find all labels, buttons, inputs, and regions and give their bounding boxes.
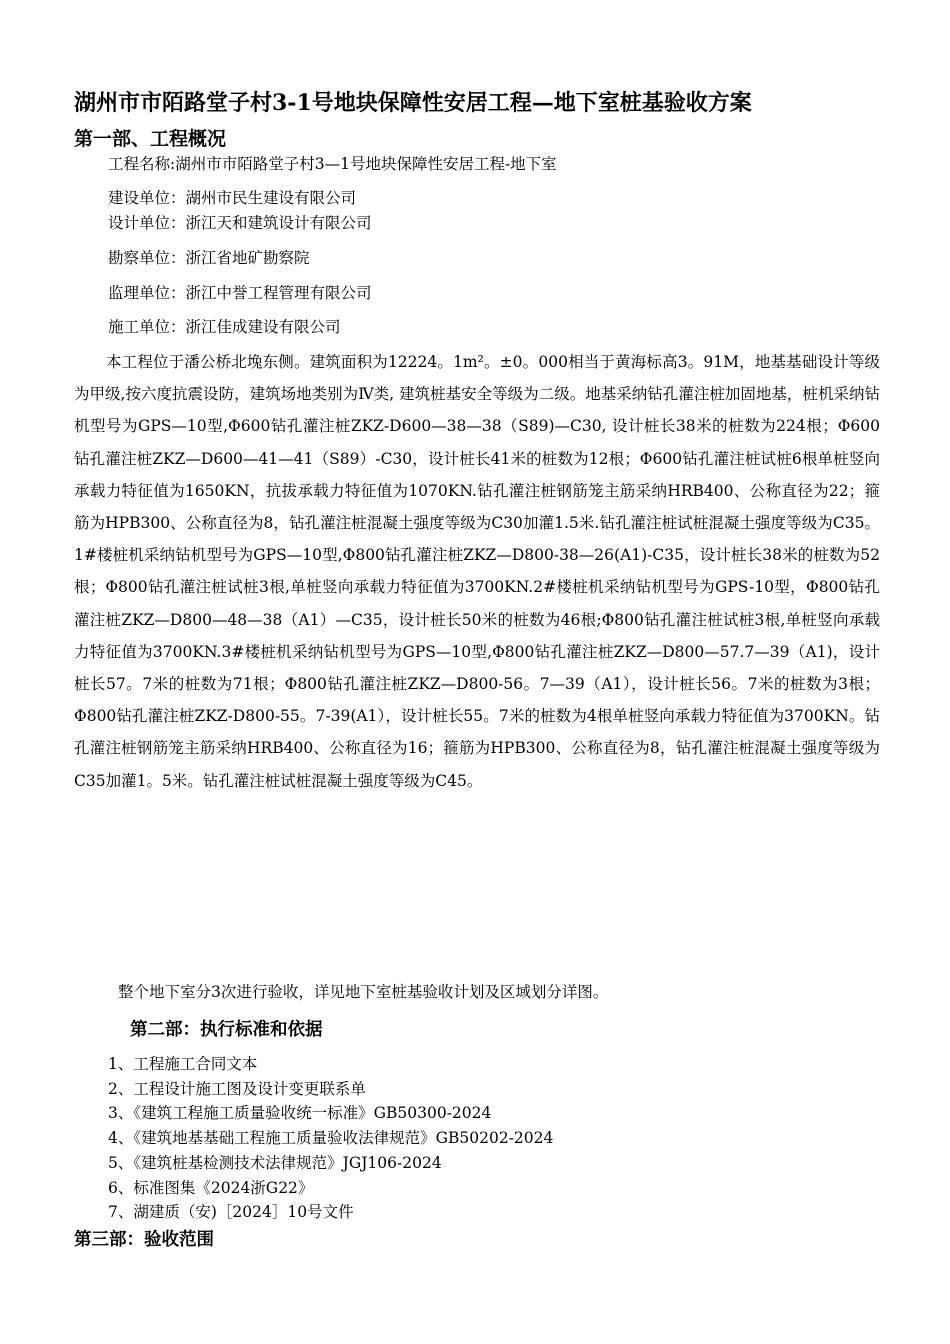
design-unit: 设计单位：浙江天和建筑设计有限公司	[108, 214, 372, 232]
list-item: 2、工程设计施工图及设计变更联系单	[108, 1079, 366, 1098]
section3-heading: 第三部：验收范围	[74, 1230, 214, 1250]
list-item: 7、湖建质（安)［2024］10号文件	[108, 1203, 354, 1222]
document-title: 湖州市市陌路堂子村3-1号地块保障性安居工程—地下室桩基验收方案	[74, 90, 752, 116]
standards-list	[108, 1052, 553, 1225]
client-unit: 建设单位：湖州市民生建设有限公司	[108, 189, 357, 207]
construction-unit: 施工单位：浙江佳成建设有限公司	[108, 318, 341, 336]
acceptance-note: 整个地下室分3次进行验收，详见地下室桩基验收计划及区域划分详图。	[118, 983, 609, 1001]
list-item: 4、《建筑地基基础工程施工质量验收法律规范》GB50202-2024	[108, 1129, 554, 1148]
section2-heading: 第二部：执行标准和依据	[130, 1020, 323, 1040]
survey-unit: 勘察单位：浙江省地矿勘察院	[108, 249, 310, 267]
list-item: 6、标准图集《2024浙G22》	[108, 1178, 314, 1197]
list-item: 3、《建筑工程施工质量验收统一标准》GB50300-2024	[108, 1104, 492, 1123]
project-name: 工程名称:湖州市市陌路堂子村3—1号地块保障性安居工程-地下室	[108, 155, 557, 173]
overview-paragraph: 本工程位于潘公桥北堍东侧。建筑面积为12224。1m²。±0。000相当于黄海标高3。91M，地基基础设计等级为甲级,按六度抗震设防，建筑场地类别为Ⅳ类, 建筑桩基安全等级为二级。地基采纳钻孔灌注桩加固地基，桩机采纳钻机型号为GPS—10型,Φ600钻孔灌注桩ZKZ-D600—38—38（S89)—C30, 设计桩长38米的桩数为224根；Φ600钻孔灌注桩ZKZ—D600—41—41（S89）-C30，设计桩长41米的桩数为12根；Φ600钻孔灌注桩试桩6根单桩竖向承载力特征值为1650KN，抗拔承载力特征值为1070KN.钻孔灌注桩钢筋笼主筋采纳HRB400、公称直径为22；箍筋为HPB300、公称直径为8，钻孔灌注桩混凝土强度等级为C30加灌1.5米.钻孔灌注桩试桩混凝土强度等级为C35。1#楼桩机采纳钻机型号为GPS—10型,Φ800钻孔灌注桩ZKZ—D800-38—26(A1)-C35，设计桩长38米的桩数为52根；Φ800钻孔灌注桩试桩3根,单桩竖向承载力特征值为3700KN.2#楼桩机采纳钻机型号为GPS-10型，Φ800钻孔灌注桩ZKZ—D800—48—38（A1）—C35，设计桩长50米的桩数为46根;Φ800钻孔灌注桩试桩3根,单桩竖向承载力特征值为3700KN.3#楼桩机采纳钻机型号为GPS—10型,Φ800钻孔灌注桩ZKZ—D800—57.7—39（A1)，设计桩长57。7米的桩数为71根；Φ800钻孔灌注桩ZKZ—D800-56。7—39（A1），设计桩长56。7米的桩数为3根；Φ800钻孔灌注桩ZKZ-D800-55。7-39(A1），设计桩长55。7米的桩数为4根单桩竖向承载力特征值为3700KN。钻孔灌注桩钢筋笼主筋采纳HRB400、公称直径为16；箍筋为HPB300、公称直径为8，钻孔灌注桩混凝土强度等级为C35加灌1。5米。钻孔灌注桩试桩混凝土强度等级为C45。	[74, 353, 880, 790]
supervision-unit: 监理单位：浙江中誉工程管理有限公司	[108, 284, 372, 302]
section1-heading: 第一部、工程概况	[74, 128, 227, 150]
list-item: 5、《建筑桩基检测技术法律规范》JGJ106-2024	[108, 1153, 442, 1172]
list-item: 1、工程施工合同文本	[108, 1055, 258, 1073]
